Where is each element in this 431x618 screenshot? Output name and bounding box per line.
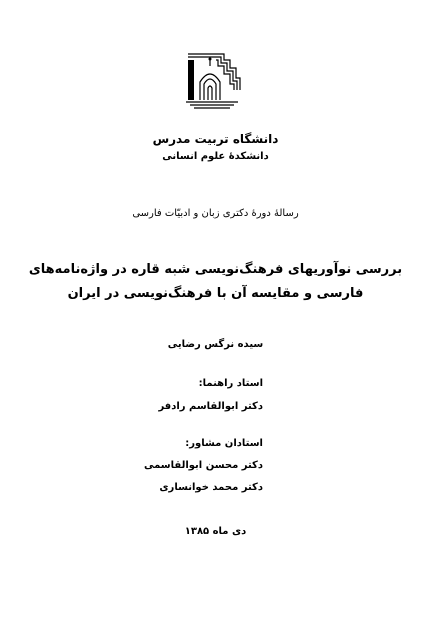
thesis-date: دی ماه ۱۳۸۵ xyxy=(184,526,247,537)
thesis-title-line-2: فارسی و مقایسه آن با فرهنگ‌نویسی در ایران xyxy=(67,286,364,301)
thesis-type: رسالهٔ دورهٔ دکتری زبان و ادبیّات فارسی xyxy=(132,208,299,219)
faculty-name: دانشکدهٔ علوم انسانی xyxy=(162,151,269,162)
university-emblem-icon xyxy=(180,44,244,114)
author-name: سیده نرگس رضایی xyxy=(167,339,264,350)
consultant-name-2: دکتر محمد خوانساری xyxy=(159,482,263,493)
advisor-name: دکتر ابوالقاسم رادفر xyxy=(158,401,263,412)
university-name: دانشگاه تربیت مدرس xyxy=(152,132,279,146)
consultant-name-1: دکتر محسن ابوالقاسمی xyxy=(143,460,263,471)
thesis-title-line-1: بررسی نوآوریهای فرهنگ‌نویسی شبه قاره در واژه‌نامه‌های xyxy=(28,262,403,277)
advisor-label: استاد راهنما: xyxy=(198,378,263,389)
consultants-label: استادان مشاور: xyxy=(185,438,263,449)
